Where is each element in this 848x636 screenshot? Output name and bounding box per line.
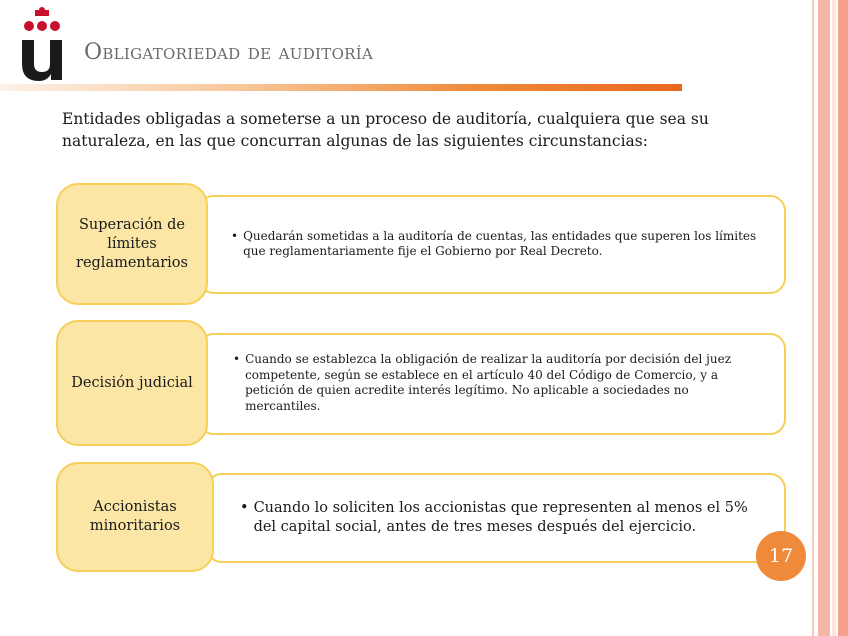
row-description: Cuando lo soliciten los accionistas que representen al menos el 5% del capital social, antes de tres meses después del ejercicio. xyxy=(253,500,748,535)
page-number-badge: 17 xyxy=(756,531,806,581)
row-text-judicial xyxy=(233,352,763,414)
bullet: • xyxy=(240,500,249,516)
row-label-accionistas: Accionistas minoritarios xyxy=(56,462,214,572)
right-stripe xyxy=(832,0,836,636)
row-label-limites: Superación de límites reglamentarios xyxy=(56,183,208,305)
right-stripe xyxy=(812,0,814,636)
row-label-judicial: Decisión judicial xyxy=(56,320,208,446)
row-text-accionistas xyxy=(240,499,770,537)
bullet: • xyxy=(233,352,241,366)
row-text-limites xyxy=(231,229,761,259)
row-description: Quedarán sometidas a la auditoría de cuentas, las entidades que superen los límites que reglamentariamente fije el Gobierno por Real Decreto. xyxy=(243,229,757,258)
title-underline xyxy=(0,84,682,91)
row-description: Cuando se establezca la obligación de realizar la auditoría por decisión del juez competente, según se establece en el artículo 40 del Código de Comercio, y a petición de quien acredite interés legítimo. No aplicable a sociedades no mercantiles. xyxy=(245,352,732,413)
logo-icon xyxy=(20,6,64,82)
right-stripe xyxy=(838,0,848,636)
right-stripe xyxy=(818,0,830,636)
slide-title: Obligatoriedad de auditoría xyxy=(84,40,374,65)
intro-paragraph: Entidades obligadas a someterse a un proceso de auditoría, cualquiera que sea su naturaleza, en las que concurran algunas de las siguientes circunstancias: xyxy=(62,110,709,150)
bullet: • xyxy=(231,229,239,243)
university-logo xyxy=(20,6,64,82)
